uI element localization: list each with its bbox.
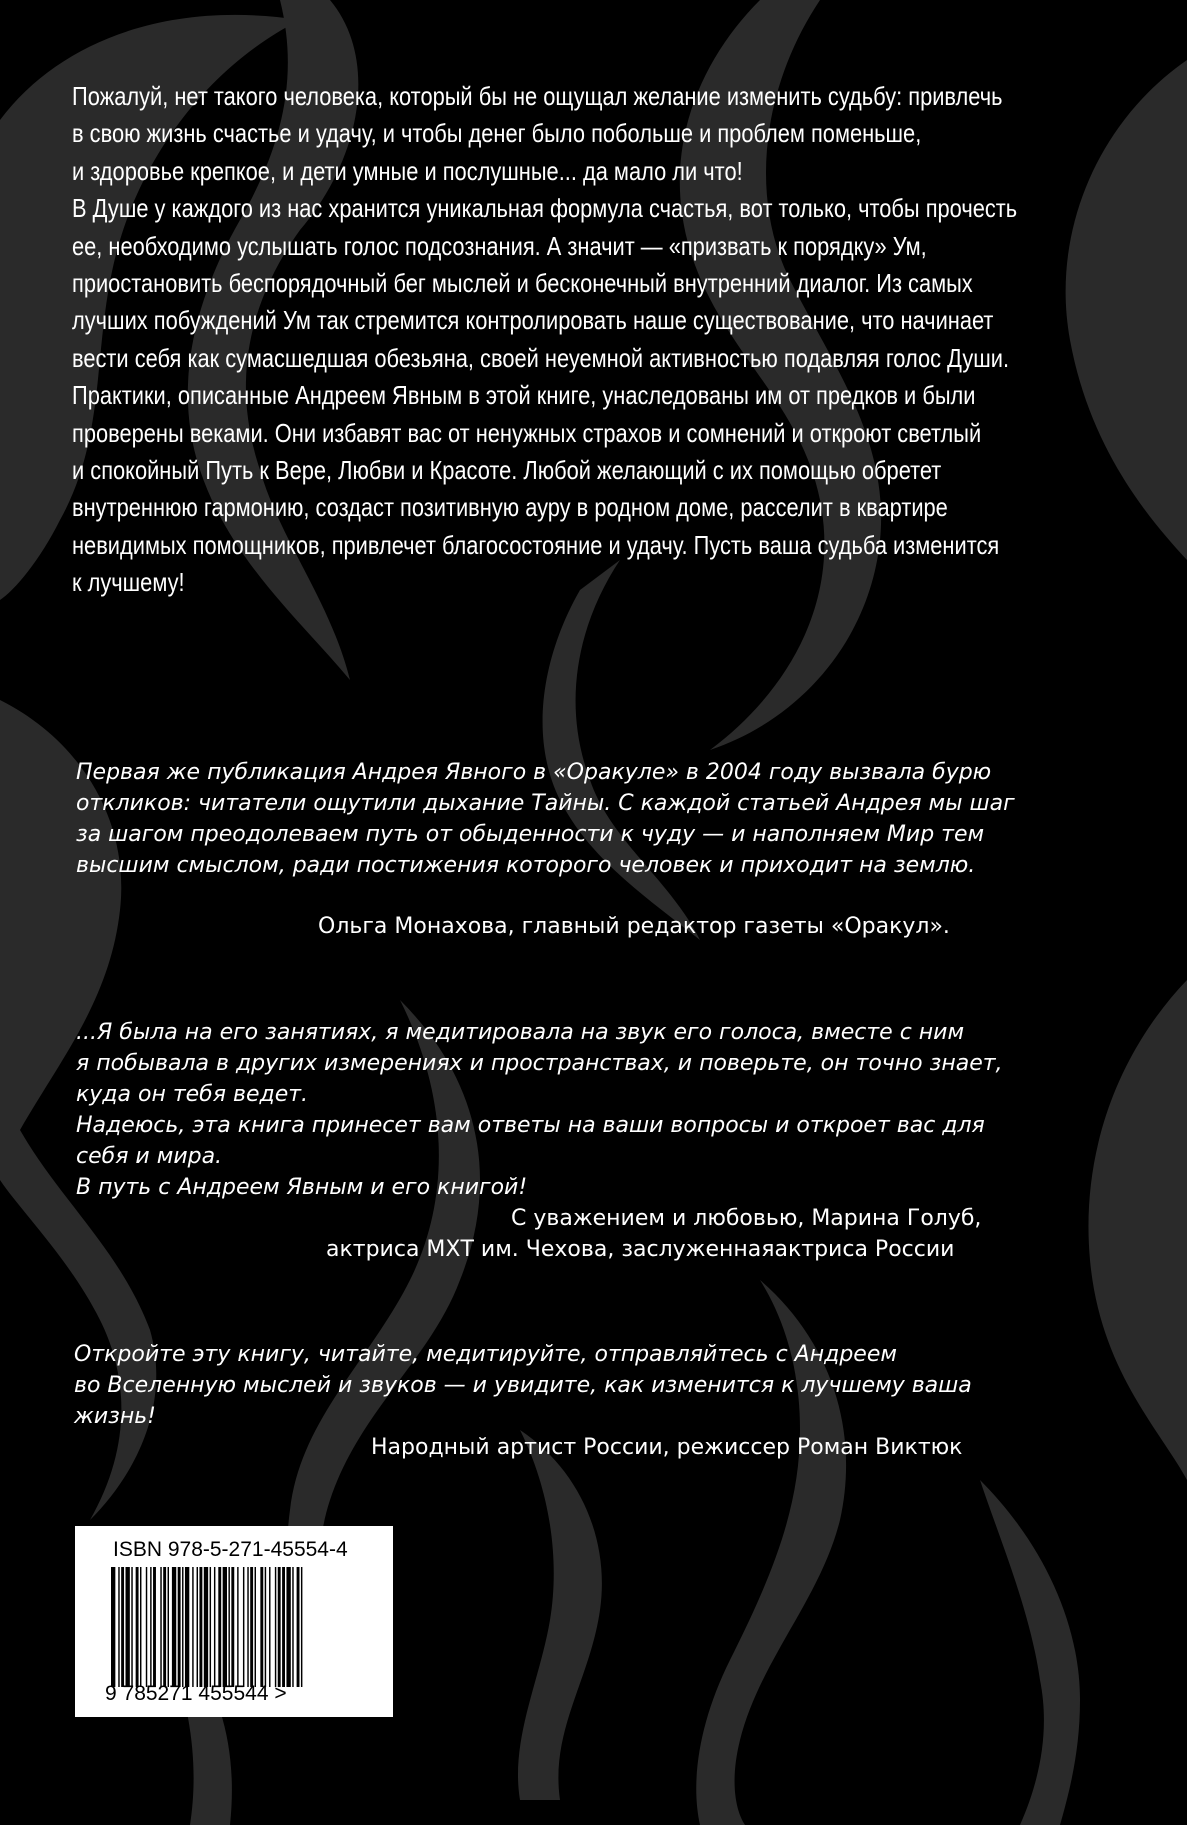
isbn-barcode — [75, 1526, 393, 1717]
quote-line: В путь с Андреем Явным и его книгой! — [76, 1175, 528, 1200]
quote-line: себя и мира. — [76, 1144, 223, 1169]
quote-line: жизнь! — [74, 1404, 156, 1429]
annotation-text — [72, 78, 1018, 602]
annotation-line: лучших побуждений Ум так стремится контролировать наше существование, что начинает — [72, 305, 994, 336]
annotation-line: Практики, описанные Андреем Явным в этой книге, унаследованы им от предков и были — [72, 380, 976, 411]
quote-line: Первая же публикация Андрея Явного в «Оракуле» в 2004 году вызвала бурю — [76, 760, 992, 785]
quote-line: куда он тебя ведет. — [76, 1082, 309, 1107]
annotation-line: и здоровье крепкое, и дети умные и послушные... да мало ли что! — [72, 155, 743, 186]
quote-line: Надеюсь, эта книга принесет вам ответы на ваши вопросы и откроет вас для — [76, 1113, 985, 1138]
review-quote-viktyuk — [74, 1339, 972, 1463]
barcode-bars — [111, 1567, 357, 1687]
annotation-line: проверены веками. Они избавят вас от ненужных страхов и сомнений и откроют светлый — [72, 417, 982, 448]
annotation-line: В Душе у каждого из нас хранится уникальная формула счастья, вот только, чтобы прочесть — [72, 193, 1018, 224]
quote-signature: С уважением и любовью, Марина Голуб, — [511, 1206, 982, 1231]
review-quote-oracle — [76, 757, 1015, 939]
annotation-line: и спокойный Путь к Вере, Любви и Красоте. Любой желающий с их помощью обретет — [72, 455, 942, 486]
quote-line: ...Я была на его занятиях, я медитировала на звук его голоса, вместе с ним — [76, 1020, 965, 1045]
quote-signature: Народный артист России, режиссер Роман Виктюк — [371, 1435, 963, 1460]
annotation-line: приостановить беспорядочный бег мыслей и бесконечный внутренний диалог. Из самых — [72, 268, 973, 299]
annotation-line: невидимых помощников, привлечет благосостояние и удачу. Пусть ваша судьба изменится — [72, 529, 1000, 560]
isbn-label: ISBN 978-5-271-45554-4 — [113, 1538, 348, 1561]
annotation-line: к лучшему! — [72, 567, 185, 598]
isbn-digits: 9 785271 455544 > — [105, 1682, 287, 1705]
annotation-line: ее, необходимо услышать голос подсознания. А значит — «призвать к порядку» Ум, — [72, 230, 927, 261]
annotation-line: внутреннюю гармонию, создаст позитивную ауру в родном доме, расселит в квартире — [72, 492, 948, 523]
quote-line: откликов: читатели ощутили дыхание Тайны. С каждой статьей Андрея мы шаг — [76, 791, 1015, 816]
quote-line: я побывала в других измерениях и пространствах, и поверьте, он точно знает, — [76, 1051, 1003, 1076]
annotation-line: вести себя как сумасшедшая обезьяна, своей неуемной активностью подавляя голос Души. — [72, 342, 1010, 373]
annotation-line: в свою жизнь счастье и удачу, и чтобы денег было побольше и проблем поменьше, — [72, 118, 922, 149]
quote-line: высшим смыслом, ради постижения которого человек и приходит на землю. — [76, 853, 976, 878]
quote-line: Откройте эту книгу, читайте, медитируйте, отправляйтесь с Андреем — [74, 1342, 897, 1367]
quote-signature-title: актриса МХТ им. Чехова, заслуженнаяактриса России — [326, 1237, 955, 1262]
annotation-line: Пожалуй, нет такого человека, который бы не ощущал желание изменить судьбу: привлечь — [72, 81, 1003, 111]
review-quote-golub — [76, 1017, 1003, 1265]
quote-line: за шагом преодолеваем путь от обыденности к чуду — и наполняем Мир тем — [76, 822, 985, 847]
quote-line: во Вселенную мыслей и звуков — и увидите, как изменится к лучшему ваша — [74, 1373, 972, 1398]
quote-signature: Ольга Монахова, главный редактор газеты «Оракул». — [318, 914, 950, 939]
